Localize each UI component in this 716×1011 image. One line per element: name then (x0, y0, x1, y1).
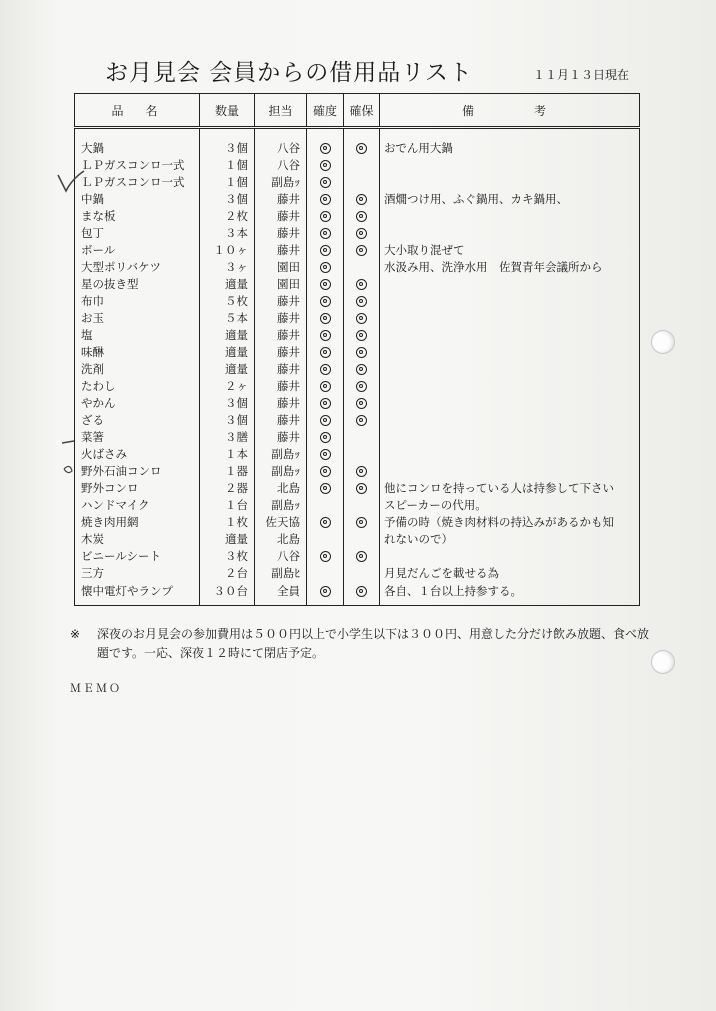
footnote-symbol: ※ (70, 627, 81, 641)
table-row (75, 258, 640, 275)
item-note (380, 173, 640, 190)
item-person: 藤井 (255, 207, 307, 224)
kakutei-cell (307, 360, 344, 377)
table-row (75, 479, 640, 496)
double-circle-icon (356, 398, 367, 409)
kakutei-cell (307, 411, 344, 428)
item-note (380, 428, 640, 445)
item-quantity: １枚 (200, 513, 255, 530)
kakutei-cell (307, 128, 344, 157)
double-circle-icon (320, 466, 331, 477)
item-person: 藤井 (255, 309, 307, 326)
kakuho-cell (344, 343, 380, 360)
item-quantity: １個 (200, 173, 255, 190)
header-notes: 備考 (380, 94, 640, 128)
punch-hole-lower (651, 650, 675, 674)
footnote (70, 625, 650, 663)
item-quantity: ５枚 (200, 292, 255, 309)
item-note (380, 207, 640, 224)
double-circle-icon (320, 330, 331, 341)
kakuho-cell (344, 479, 380, 496)
item-note (380, 343, 640, 360)
item-person: 北島 (255, 530, 307, 547)
item-note: 他にコンロを持っている人は持参して下さい (380, 479, 640, 496)
item-note: れないので） (380, 530, 640, 547)
double-circle-icon (320, 245, 331, 256)
kakuho-cell (344, 292, 380, 309)
table-row (75, 445, 640, 462)
item-name: 星の抜き型 (81, 276, 139, 291)
item-name: ざる (81, 412, 104, 427)
table-row (75, 411, 640, 428)
kakuho-cell (344, 394, 380, 411)
kakuho-cell (344, 309, 380, 326)
double-circle-icon (356, 296, 367, 307)
double-circle-icon (356, 483, 367, 494)
kakuho-cell (344, 275, 380, 292)
kakutei-cell (307, 275, 344, 292)
item-name: 焼き肉用網 (81, 514, 139, 529)
double-circle-icon (320, 211, 331, 222)
item-name: 包丁 (81, 225, 104, 240)
kakutei-cell (307, 394, 344, 411)
kakutei-cell (307, 190, 344, 207)
item-quantity: ２器 (200, 479, 255, 496)
item-note (380, 292, 640, 309)
header-kakuho: 確保 (344, 94, 380, 128)
double-circle-icon (356, 313, 367, 324)
kakutei-cell (307, 581, 344, 606)
item-name: 中鍋 (81, 191, 104, 206)
kakuho-cell (344, 173, 380, 190)
item-quantity: ３膳 (200, 428, 255, 445)
double-circle-icon (320, 517, 331, 528)
item-person: 藤井 (255, 411, 307, 428)
kakuho-cell (344, 547, 380, 564)
borrowed-items-table (74, 93, 640, 606)
double-circle-icon (320, 279, 331, 290)
item-name: 菜箸 (81, 429, 104, 444)
kakuho-cell (344, 258, 380, 275)
item-quantity: 適量 (200, 530, 255, 547)
table-row (75, 547, 640, 564)
kakuho-cell (344, 428, 380, 445)
double-circle-icon (320, 296, 331, 307)
item-note (380, 394, 640, 411)
kakutei-cell (307, 156, 344, 173)
item-quantity: ３個 (200, 128, 255, 157)
kakutei-cell (307, 377, 344, 394)
item-quantity: 適量 (200, 343, 255, 360)
kakutei-cell (307, 207, 344, 224)
double-circle-icon (356, 551, 367, 562)
double-circle-icon (320, 483, 331, 494)
kakuho-cell (344, 564, 380, 581)
item-note (380, 326, 640, 343)
item-note (380, 411, 640, 428)
item-quantity: ３ヶ (200, 258, 255, 275)
item-name: まな板 (81, 208, 116, 223)
item-person: 副島ｯ (255, 496, 307, 513)
table-row (75, 241, 640, 258)
header-person: 担当 (255, 94, 307, 128)
table-row (75, 462, 640, 479)
double-circle-icon (320, 160, 331, 171)
double-circle-icon (356, 194, 367, 205)
item-note (380, 547, 640, 564)
item-name: 三方 (81, 565, 104, 580)
kakutei-cell (307, 428, 344, 445)
item-quantity: ３個 (200, 394, 255, 411)
double-circle-icon (320, 586, 331, 597)
double-circle-icon (356, 211, 367, 222)
table-row (75, 343, 640, 360)
table-row (75, 496, 640, 513)
item-person: 藤井 (255, 377, 307, 394)
item-note: 月見だんごを載せる為 (380, 564, 640, 581)
item-quantity: ３０台 (200, 581, 255, 606)
item-person: 藤井 (255, 190, 307, 207)
kakutei-cell (307, 547, 344, 564)
double-circle-icon (356, 415, 367, 426)
item-note (380, 224, 640, 241)
kakuho-cell (344, 128, 380, 157)
item-person: 八谷 (255, 547, 307, 564)
table-row (75, 394, 640, 411)
item-quantity: ３個 (200, 190, 255, 207)
page-title: お月見会 会員からの借用品リスト (105, 60, 473, 86)
kakuho-cell (344, 445, 380, 462)
item-person: 副島ｯ (255, 445, 307, 462)
kakuho-cell (344, 581, 380, 606)
item-note (380, 445, 640, 462)
double-circle-icon (356, 517, 367, 528)
item-quantity: ３個 (200, 411, 255, 428)
double-circle-icon (320, 551, 331, 562)
item-name: やかん (81, 395, 116, 410)
double-circle-icon (320, 449, 331, 460)
item-person: 園田 (255, 258, 307, 275)
item-note: スピーカーの代用。 (380, 496, 640, 513)
item-quantity: １器 (200, 462, 255, 479)
item-quantity: １個 (200, 156, 255, 173)
table-row (75, 128, 640, 157)
item-name: ＬＰガスコンロ一式 (81, 157, 185, 172)
item-name: ＬＰガスコンロ一式 (81, 174, 185, 189)
item-person: 北島 (255, 479, 307, 496)
table-row (75, 156, 640, 173)
table-row (75, 530, 640, 547)
item-name: 懐中電灯やランプ (81, 584, 173, 598)
item-note (380, 309, 640, 326)
kakutei-cell (307, 445, 344, 462)
memo-label: ＭＥＭＯ (70, 682, 122, 695)
double-circle-icon (320, 364, 331, 375)
item-person: 園田 (255, 275, 307, 292)
item-person: 藤井 (255, 326, 307, 343)
item-person: 副島ﾋ (255, 564, 307, 581)
item-person: 佐天協 (255, 513, 307, 530)
double-circle-icon (320, 313, 331, 324)
item-note: 大小取り混ぜて (380, 241, 640, 258)
table-row (75, 428, 640, 445)
item-quantity: ２台 (200, 564, 255, 581)
item-quantity: ５本 (200, 309, 255, 326)
kakutei-cell (307, 479, 344, 496)
table-row (75, 513, 640, 530)
table-row (75, 190, 640, 207)
table-row (75, 377, 640, 394)
as-of-date: １１月１３日現在 (533, 68, 630, 82)
double-circle-icon (320, 262, 331, 273)
item-note (380, 377, 640, 394)
table-row (75, 224, 640, 241)
table-row (75, 581, 640, 606)
item-name: 火ばさみ (81, 446, 127, 461)
header-item-name: 品名 (75, 94, 200, 128)
item-person: 藤井 (255, 224, 307, 241)
double-circle-icon (356, 586, 367, 597)
item-quantity: ３本 (200, 224, 255, 241)
table-row (75, 326, 640, 343)
item-note: 水汲み用、洗浄水用 佐賀青年会議所から (380, 258, 640, 275)
item-quantity: ２ヶ (200, 377, 255, 394)
double-circle-icon (356, 364, 367, 375)
item-person: 藤井 (255, 241, 307, 258)
item-note (380, 156, 640, 173)
double-circle-icon (356, 330, 367, 341)
table-row (75, 292, 640, 309)
double-circle-icon (356, 381, 367, 392)
table-row (75, 564, 640, 581)
item-person: 八谷 (255, 128, 307, 157)
item-note: おでん用大鍋 (380, 128, 640, 157)
kakutei-cell (307, 173, 344, 190)
double-circle-icon (320, 347, 331, 358)
item-quantity: 適量 (200, 275, 255, 292)
item-quantity: １台 (200, 496, 255, 513)
header-kakutei: 確度 (307, 94, 344, 128)
kakutei-cell (307, 241, 344, 258)
item-name: 大型ポリバケツ (81, 259, 162, 274)
kakuho-cell (344, 326, 380, 343)
item-name: 洗剤 (81, 361, 104, 376)
item-note (380, 462, 640, 479)
punch-hole-upper (651, 330, 675, 354)
item-name: ハンドマイク (81, 497, 150, 512)
kakuho-cell (344, 513, 380, 530)
double-circle-icon (320, 228, 331, 239)
item-name: ボール (81, 242, 116, 257)
item-person: 藤井 (255, 343, 307, 360)
kakuho-cell (344, 496, 380, 513)
pencil-dash-mark-icon (60, 435, 80, 495)
item-quantity: １０ヶ (200, 241, 255, 258)
double-circle-icon (356, 466, 367, 477)
double-circle-icon (356, 143, 367, 154)
kakutei-cell (307, 258, 344, 275)
item-quantity: 適量 (200, 360, 255, 377)
item-name: 大鍋 (81, 140, 104, 155)
kakuho-cell (344, 190, 380, 207)
item-name: 塩 (81, 327, 93, 342)
table-row (75, 207, 640, 224)
footnote-text: 深夜のお月見会の参加費用は５００円以上で小学生以下は３００円、用意した分だけ飲み放題、食べ放題です。一応、深夜１２時にて閉店予定。 (97, 627, 650, 660)
kakutei-cell (307, 462, 344, 479)
item-name: 野外コンロ (81, 480, 139, 495)
item-person: 全員 (255, 581, 307, 606)
item-person: 八谷 (255, 156, 307, 173)
double-circle-icon (356, 347, 367, 358)
kakuho-cell (344, 462, 380, 479)
double-circle-icon (356, 245, 367, 256)
double-circle-icon (320, 143, 331, 154)
table-row (75, 275, 640, 292)
kakutei-cell (307, 530, 344, 547)
item-note: 予備の時（焼き肉材料の持込みがあるかも知 (380, 513, 640, 530)
item-name: 布巾 (81, 293, 104, 308)
item-person: 藤井 (255, 360, 307, 377)
item-name: ビニールシート (81, 548, 161, 563)
header-quantity: 数量 (200, 94, 255, 128)
kakuho-cell (344, 530, 380, 547)
item-name: たわし (81, 378, 116, 393)
double-circle-icon (320, 381, 331, 392)
double-circle-icon (356, 228, 367, 239)
kakutei-cell (307, 513, 344, 530)
pencil-checkmark-icon (54, 165, 94, 205)
item-quantity: ３枚 (200, 547, 255, 564)
kakuho-cell (344, 224, 380, 241)
kakutei-cell (307, 496, 344, 513)
item-name: 木炭 (81, 531, 104, 546)
item-person: 藤井 (255, 394, 307, 411)
item-name: お玉 (81, 310, 104, 325)
table-row (75, 173, 640, 190)
item-person: 副島ｯ (255, 462, 307, 479)
item-person: 藤井 (255, 428, 307, 445)
table-row (75, 309, 640, 326)
item-person: 藤井 (255, 292, 307, 309)
kakuho-cell (344, 411, 380, 428)
kakuho-cell (344, 241, 380, 258)
item-note (380, 275, 640, 292)
item-quantity: １本 (200, 445, 255, 462)
double-circle-icon (320, 415, 331, 426)
table-row (75, 360, 640, 377)
double-circle-icon (320, 398, 331, 409)
kakutei-cell (307, 326, 344, 343)
double-circle-icon (320, 194, 331, 205)
item-quantity: 適量 (200, 326, 255, 343)
kakuho-cell (344, 377, 380, 394)
kakutei-cell (307, 292, 344, 309)
kakutei-cell (307, 564, 344, 581)
kakutei-cell (307, 309, 344, 326)
kakuho-cell (344, 156, 380, 173)
double-circle-icon (320, 432, 331, 443)
kakuho-cell (344, 360, 380, 377)
kakutei-cell (307, 224, 344, 241)
item-name: 野外石油コンロ (81, 463, 162, 478)
item-note: 各自、１台以上持参する。 (380, 581, 640, 606)
double-circle-icon (320, 177, 331, 188)
item-person: 副島ｯ (255, 173, 307, 190)
kakutei-cell (307, 343, 344, 360)
table-header-row (75, 94, 640, 128)
item-quantity: ２枚 (200, 207, 255, 224)
item-note (380, 360, 640, 377)
item-note: 酒燗つけ用、ふぐ鍋用、カキ鍋用、 (380, 190, 640, 207)
kakuho-cell (344, 207, 380, 224)
double-circle-icon (356, 279, 367, 290)
item-name: 味醂 (81, 344, 104, 359)
